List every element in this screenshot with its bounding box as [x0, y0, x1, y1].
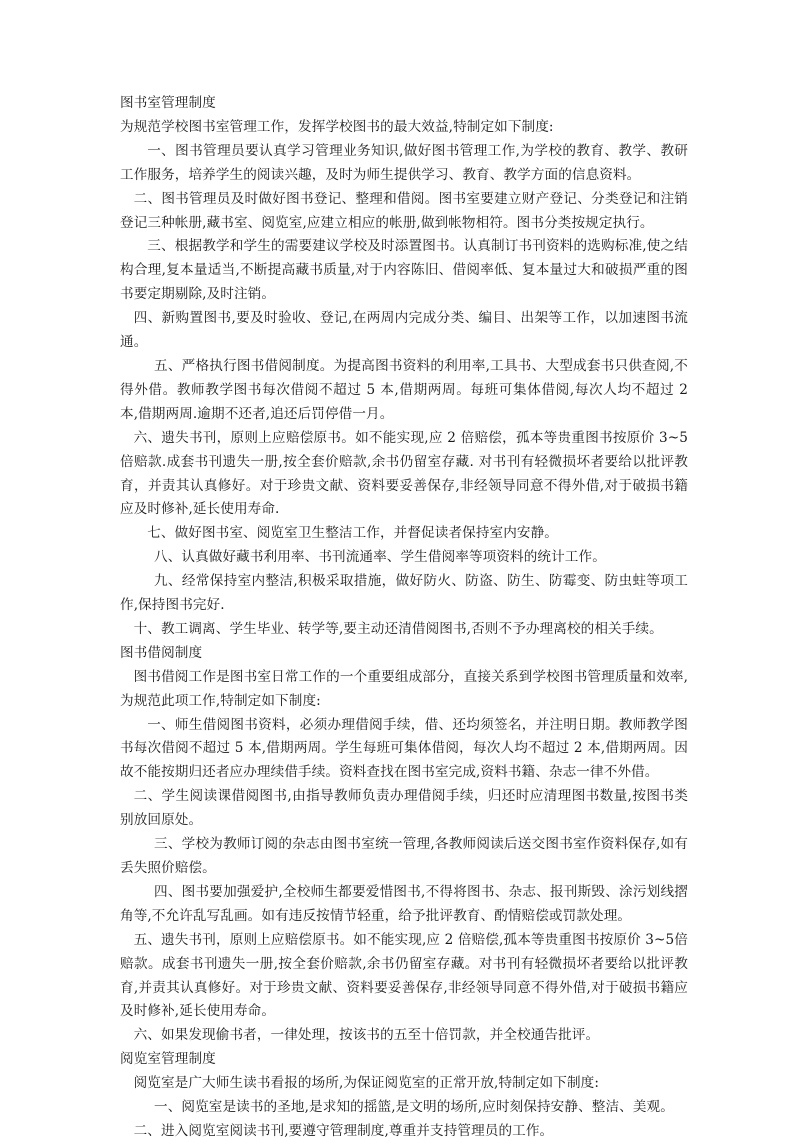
section-borrowing-rules [120, 642, 688, 1048]
section-intro: 阅览室是广大师生读书看报的场所,为保证阅览室的正常开放,特制定如下制度: [133, 1075, 600, 1092]
paragraph: 七、做好图书室、阅览室卫生整洁工作，并督促读者保持室内安静。 [147, 525, 558, 542]
section-reading-room-rules [120, 1048, 688, 1144]
paragraph: 一、阅览室是读书的圣地,是求知的摇篮,是文明的场所,应时刻保持安静、整洁、美观。 [154, 1099, 674, 1116]
paragraph: 九、经常保持室内整洁,积极采取措施，做好防火、防盗、防生、防霉变、防虫蛀等项工作,保持图书完好. [120, 573, 688, 614]
paragraph: 二、图书管理员及时做好图书登记、整理和借阅。图书室要建立财产登记、分类登记和注销登记三种帐册,藏书室、阅览室,应建立相应的帐册,做到帐物相符。图书分类按规定执行。 [120, 190, 688, 231]
paragraph: 六、如果发现偷书者，一律处理，按该书的五至十倍罚款，并全校通告批评。 [133, 1027, 600, 1044]
section-intro: 图书借阅工作是图书室日常工作的一个重要组成部分，直接关系到学校图书管理质量和效率,为规范此项工作,特制定如下制度: [120, 668, 688, 709]
section-title: 阅览室管理制度 [120, 1051, 216, 1068]
paragraph: 一、师生借阅图书资料，必须办理借阅手续，借、还均须签名，并注明日期。教师教学图书每次借阅不超过 5 本,借期两周。学生每班可集体借阅，每次人均不超过 2 本,借期两周。因故不能按期归还者应办理续借手续。资料查找在图书室完成,资料书籍、杂志一律不外借。 [120, 716, 688, 781]
section-title: 图书借阅制度 [120, 644, 203, 661]
paragraph: 十、教工调离、学生毕业、转学等,要主动还清借阅图书,否则不予办理离校的相关手续。 [133, 620, 663, 637]
document-page [120, 92, 688, 1144]
paragraph: 三、学校为教师订阅的杂志由图书室统一管理,各教师阅读后送交图书室作资料保存,如有丢失照价赔偿。 [120, 836, 688, 876]
paragraph: 四、图书要加强爱护,全校师生都要爱惜图书,不得将图书、杂志、报刊斯毁、涂污划线摺角等,不允许乱写乱画。如有违反按情节轻重，给予批评教育、酌情赔偿或罚款处理。 [120, 883, 688, 924]
paragraph: 五、遗失书刊，原则上应赔偿原书。如不能实现,应 2 倍赔偿,孤本等贵重图书按原价 3~5倍赔款。成套书刊遗失一册,按全套价赔款,余书仍留室存藏。对书刊有轻微损坏者要给以批评教育,并责其认真修好。对于珍贵文献、资料要妥善保存,非经领导同意不得外借,对于破损书籍应及时修补,延长使用寿命。 [120, 931, 688, 1020]
paragraph: 二、进入阅览室阅读书刊,要遵守管理制度,尊重并支持管理员的工作。 [133, 1122, 554, 1139]
paragraph: 二、学生阅读课借阅图书,由指导教师负责办理借阅手续，归还时应清理图书数量,按图书类别放回原处。 [120, 788, 688, 829]
paragraph: 四、新购置图书,要及时验收、登记,在两周内完成分类、编目、出架等工作，以加速图书流通。 [120, 310, 688, 351]
section-library-management [120, 92, 688, 642]
section-title: 图书室管理制度 [120, 95, 216, 111]
paragraph: 三、根据教学和学生的需要建议学校及时添置图书。认真制订书刊资料的选购标准,使之结构合理,复本量适当,不断提高藏书质量,对于内容陈旧、借阅率低、复本量过大和破损严重的图书要定期剔除,及时注销。 [120, 238, 688, 303]
paragraph: 五、严格执行图书借阅制度。为提高图书资料的利用率,工具书、大型成套书只供查阅,不得外借。教师教学图书每次借阅不超过 5 本,借期两周。每班可集体借阅,每次人均不超过 2 本,借期两周.逾期不还者,追还后罚停借一月。 [120, 357, 688, 422]
paragraph: 一、图书管理员要认真学习管理业务知识,做好图书管理工作,为学校的教育、教学、教研工作服务，培养学生的阅读兴趣，及时为师生提供学习、教育、教学方面的信息资料。 [120, 142, 688, 183]
section-intro: 为规范学校图书室管理工作，发挥学校图书的最大效益,特制定如下制度: [120, 118, 554, 135]
paragraph: 六、遗失书刊，原则上应赔偿原书。如不能实现,应 2 倍赔偿，孤本等贵重图书按原价 3~5倍赔款.成套书刊遗失一册,按全套价赔款,余书仍留室存藏. 对书刊有轻微损坏者要给以批评教育，并责其认真修好。对于珍贵文献、资料要妥善保存,非经领导同意不得外借,对于破损书籍应及时修补,延长使用寿命. [120, 429, 688, 518]
paragraph: 八、认真做好藏书利用率、书刊流通率、学生借阅率等项资料的统计工作。 [154, 549, 606, 566]
